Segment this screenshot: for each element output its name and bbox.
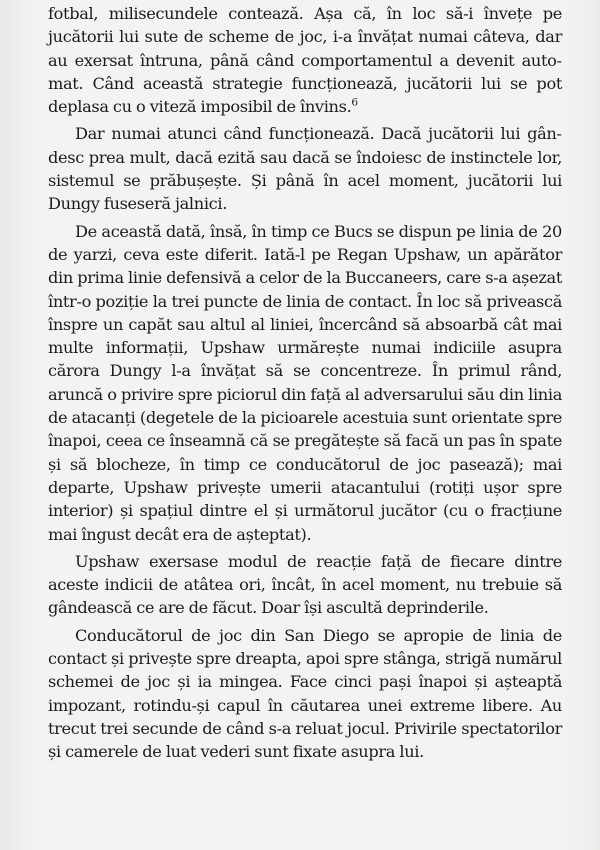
paragraph-3: De această dată, însă, în timp ce Bucs se dispun pe linia de 20 de yarzi, ceva este diferit. Iată-l pe Regan Upshaw, un apărător din prima linie defensivă a celor de la Buccaneers, care s-a așezat într-o poziție la trei puncte de linia de contact. În loc să privească înspre un capăt sau altul al liniei, încercând să absoarbă cât mai multe informații, Upshaw urmărește numai indiciile asupra cărora Dungy l-a învățat să se concentreze. În primul rând, aruncă o privire spre piciorul din față al adversarului său din linia de atacanți (degetele de la picioarele acestuia sunt orientate spre înapoi, ceea ce înseamnă că se pregătește să facă un pas în spate și să blocheze, în timp ce conducătorul de joc pasează); mai departe, Upshaw privește umerii atacantului (rotiți ușor spre interior) și spațiul dintre el și următorul jucător (cu o fracțiune mai îngust decât era de așteptat).: [48, 221, 562, 544]
paragraph-1: [48, 2, 562, 118]
footnote-marker[interactable]: 6: [351, 96, 358, 109]
paragraph-5: Conducătorul de joc din San Diego se apropie de linia de contact și privește spre dreapta, apoi spre stânga, strigă numărul schemei de joc și ia mingea. Face cinci pași înapoi și așteaptă impozant, rotindu-și capul în căutarea unei extreme libere. Au trecut trei secunde de când s-a reluat jocul. Privirile spectatorilor și camerele de luat vederi sunt fixate asupra lui.: [48, 625, 562, 762]
paragraph-1-text: fotbal, milisecundele contează. Așa că, în loc să-i învețe pe jucătorii lui sute de scheme de joc, i-a învățat numai câteva, dar au exersat întruna, până când comportamentul a devenit automat. Când această strategie funcționează, jucătorii lui se pot deplasa cu o viteză imposibil de învins.: [48, 4, 562, 117]
paragraph-4: Upshaw exersase modul de reacție față de fiecare dintre aceste indicii de atâtea ori, încât, în acel moment, nu trebuie să gândească ce are de făcut. Doar își ascultă deprinderile.: [48, 551, 562, 618]
paragraph-2: Dar numai atunci când funcționează. Dacă jucătorii lui gândesc prea mult, dacă ezită sau dacă se îndoiesc de instinctele lor, sistemul se prăbușește. Și până în acel moment, jucătorii lui Dungy fuseseră jalnici.: [48, 124, 562, 214]
